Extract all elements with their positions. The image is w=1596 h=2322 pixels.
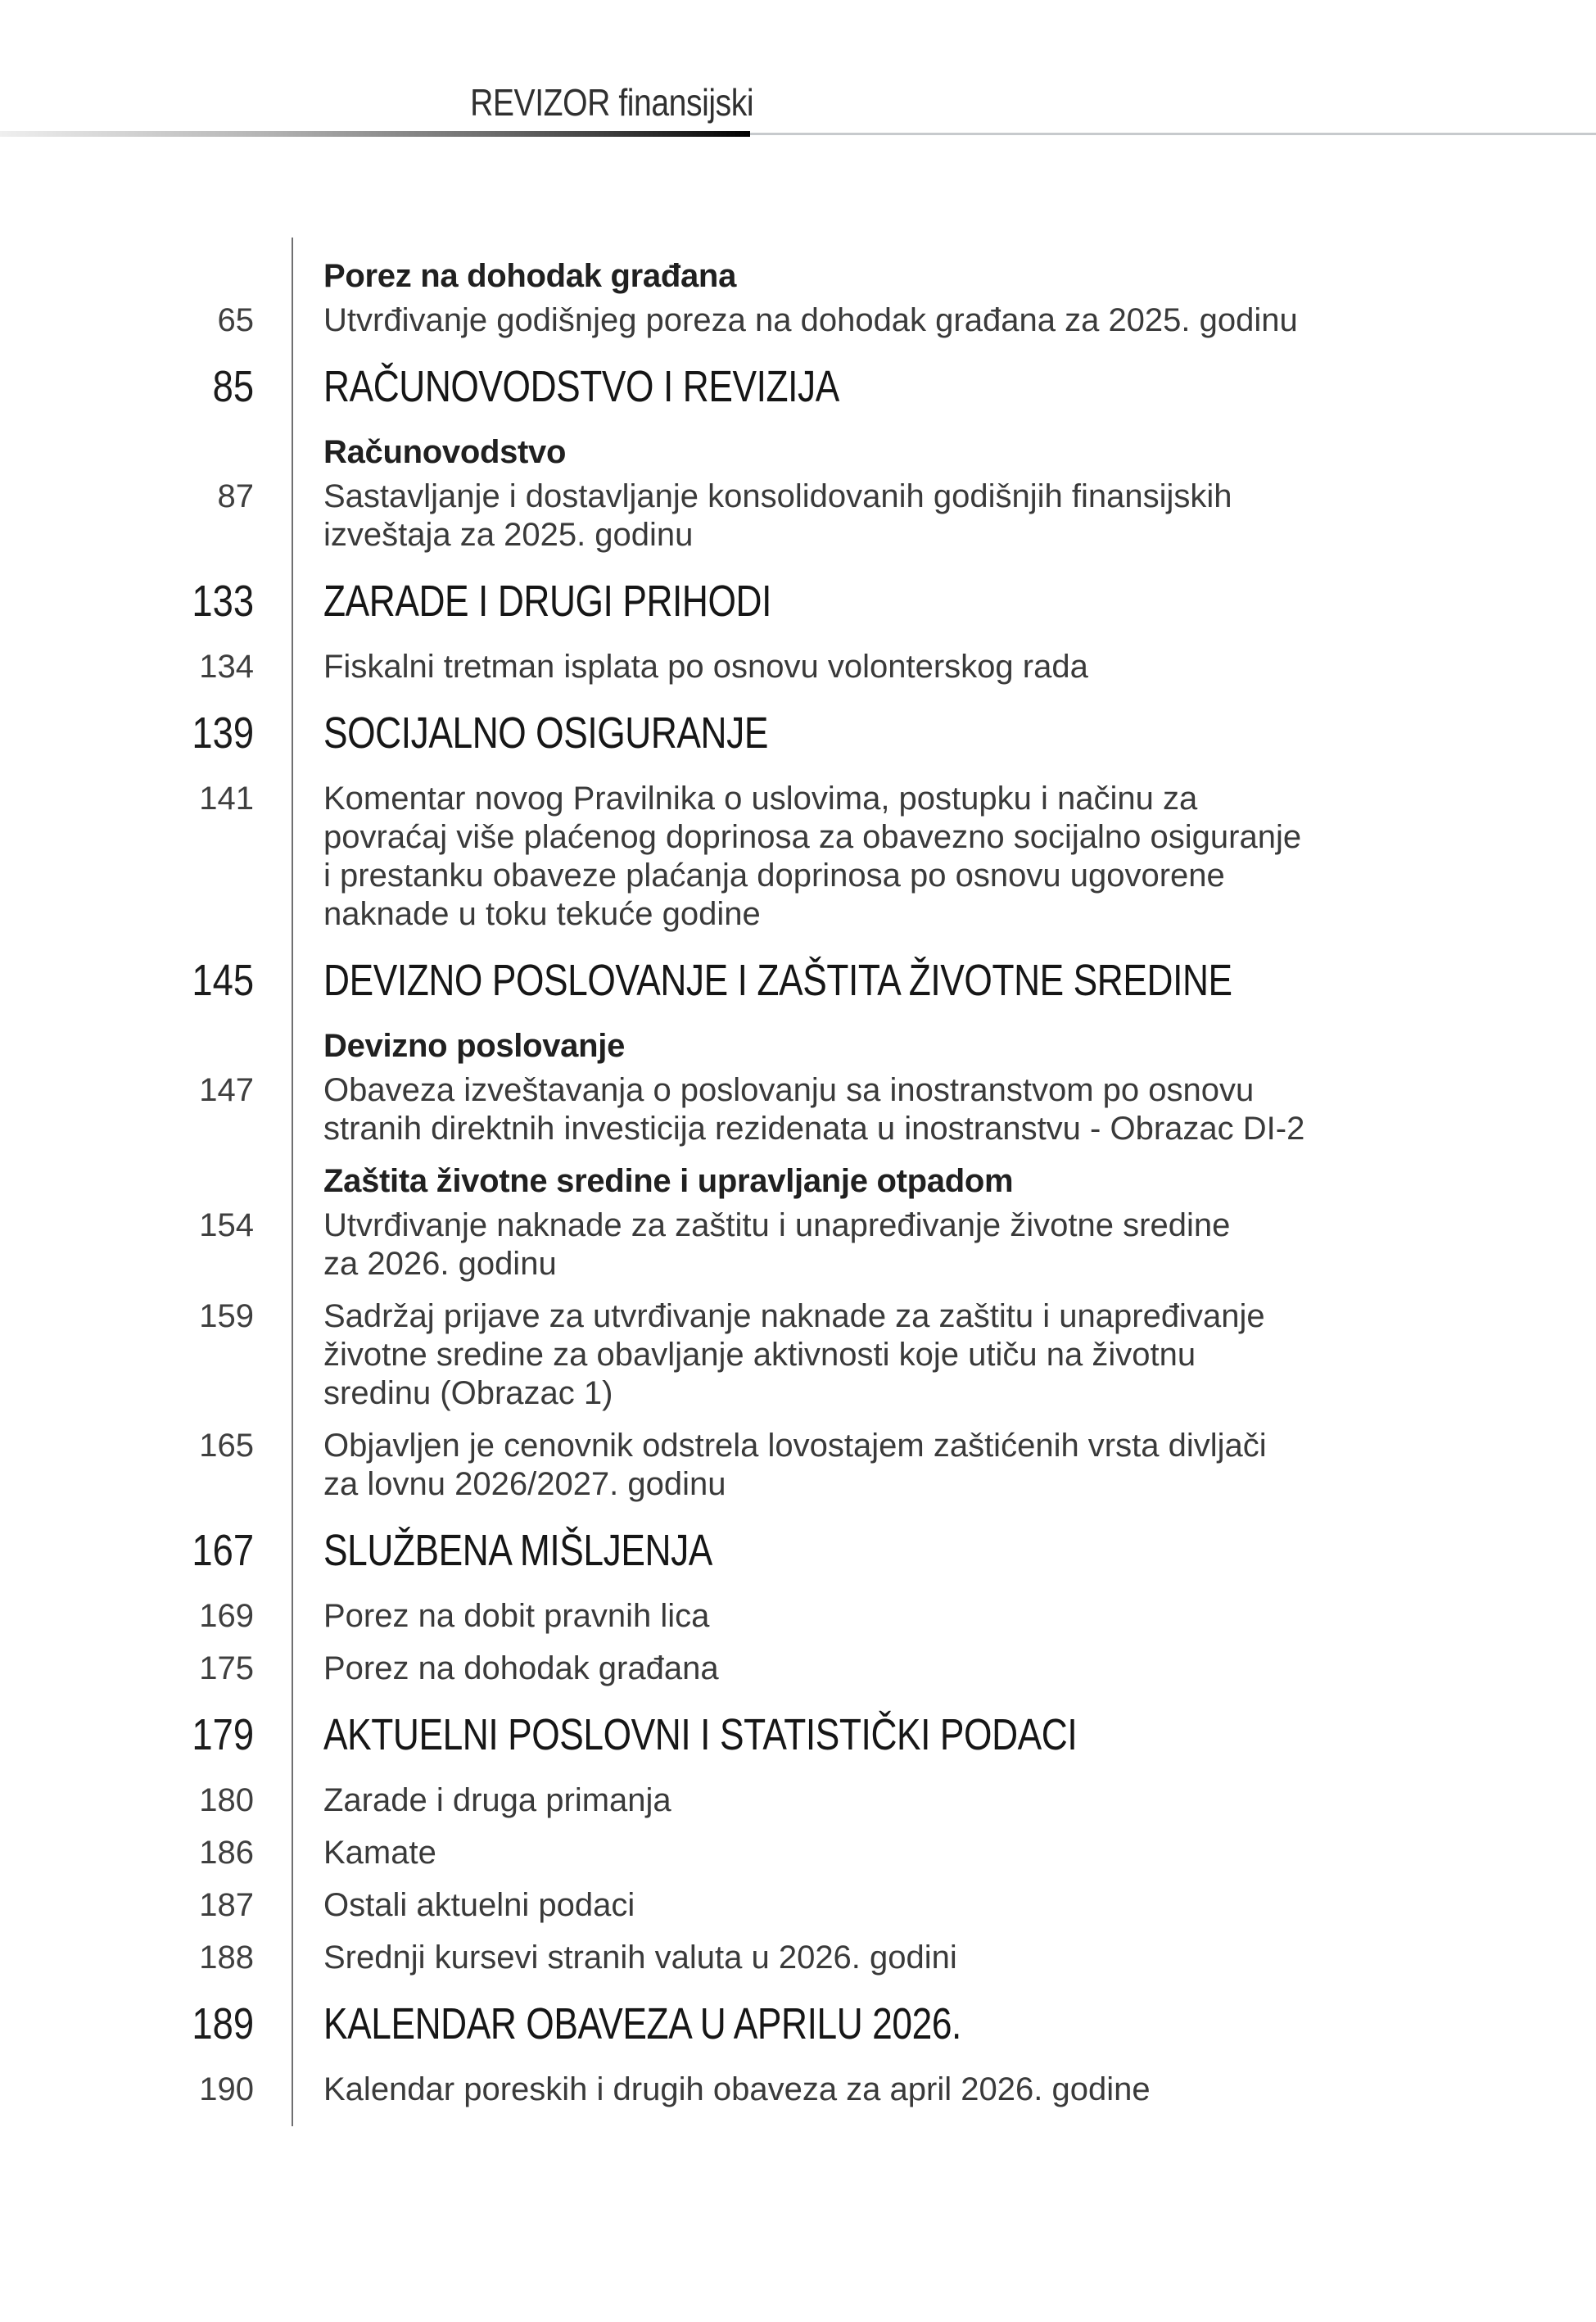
toc-row [0, 1650, 1458, 1688]
page-number: 87 [217, 478, 254, 514]
toc-row [0, 1297, 1458, 1413]
page-number: 169 [199, 1598, 254, 1634]
toc-entry-text: Računovodstvo [323, 434, 567, 470]
toc-entry-text: Kamate [323, 1835, 436, 1871]
toc-row [0, 1939, 1458, 1977]
toc-entry-text: AKTUELNI POSLOVNI I STATISTIČKI PODACI [323, 1710, 1078, 1759]
toc-row [0, 1427, 1458, 1504]
toc-list [0, 246, 1458, 2123]
page-number: 134 [199, 649, 254, 685]
toc-entry-text: Kalendar poreskih i drugih obaveza za april 2026. godine [323, 2071, 1151, 2107]
page-number: 186 [199, 1835, 254, 1871]
toc-entry-text: Ostali aktuelni podaci [323, 1887, 635, 1923]
page-number: 154 [199, 1207, 254, 1243]
page-number: 145 [192, 956, 254, 1005]
toc-row [0, 1206, 1458, 1283]
page-title [0, 82, 753, 123]
toc-row [0, 1027, 1458, 1066]
page-number [0, 1027, 254, 1066]
page-number: 147 [199, 1072, 254, 1108]
toc-entry-text: Sastavljanje i dostavljanje konsolidovanih godišnjih finansijskih izveštaja za 2025. godinu [323, 478, 1232, 553]
page-number: 133 [192, 577, 254, 626]
page-number: 188 [199, 1940, 254, 1976]
page-number: 187 [199, 1887, 254, 1923]
header-gradient-rule [0, 131, 750, 137]
page-number: 159 [199, 1298, 254, 1334]
toc-entry-text: Utvrđivanje naknade za zaštitu i unapređivanje životne sredine za 2026. godinu [323, 1207, 1231, 1282]
page-number [0, 1162, 254, 1201]
toc-entry-text: Devizno poslovanje [323, 1028, 626, 1064]
page-number: 179 [192, 1710, 254, 1759]
page-number: 139 [192, 708, 254, 758]
header-thin-rule [750, 133, 1596, 135]
page-title-text: REVIZOR finansijski [469, 81, 753, 124]
toc-row [0, 1071, 1458, 1148]
page-number: 189 [192, 1999, 254, 2048]
page-number: 190 [199, 2071, 254, 2107]
toc-entry-text: DEVIZNO POSLOVANJE I ZAŠTITA ŽIVOTNE SREDINE [323, 956, 1232, 1005]
toc-row [0, 1597, 1458, 1636]
page-number: 141 [199, 781, 254, 817]
toc-row [0, 257, 1458, 296]
toc-entry-text: ZARADE I DRUGI PRIHODI [323, 577, 771, 626]
toc-entry-text: Zaštita životne sredine i upravljanje otpadom [323, 1163, 1014, 1199]
page-number: 180 [199, 1782, 254, 1818]
toc-row [0, 708, 1458, 758]
toc-row [0, 576, 1458, 627]
toc-row [0, 1781, 1458, 1820]
toc-row [0, 780, 1458, 934]
toc-entry-text: Porez na dobit pravnih lica [323, 1598, 710, 1634]
toc-row [0, 478, 1458, 554]
toc-row [0, 1709, 1458, 1760]
page-number [0, 433, 254, 472]
page-number: 167 [192, 1526, 254, 1575]
toc-entry-text: Srednji kursevi stranih valuta u 2026. godini [323, 1940, 957, 1976]
page-number: 65 [217, 302, 254, 338]
page-number: 175 [199, 1650, 254, 1686]
page-number: 165 [199, 1428, 254, 1464]
toc-entry-text: Obaveza izveštavanja o poslovanju sa inostranstvom po osnovu stranih direktnih investicija rezidenata u inostranstvu - Obrazac DI-2 [323, 1072, 1305, 1147]
toc-row [0, 1834, 1458, 1872]
toc-row [0, 301, 1458, 340]
toc-entry-text: Porez na dohodak građana [323, 1650, 719, 1686]
toc-entry-text: Utvrđivanje godišnjeg poreza na dohodak građana za 2025. godinu [323, 302, 1298, 338]
toc-row [0, 1525, 1458, 1576]
toc-entry-text: Objavljen je cenovnik odstrela lovostajem zaštićenih vrsta divljači za lovnu 2026/2027. godinu [323, 1428, 1267, 1502]
toc-row [0, 1162, 1458, 1201]
toc-row [0, 1998, 1458, 2049]
toc-row [0, 648, 1458, 686]
toc-row [0, 2071, 1458, 2109]
toc-row [0, 955, 1458, 1006]
toc-row [0, 361, 1458, 412]
toc-vertical-rule [292, 238, 293, 2126]
toc-entry-text: RAČUNOVODSTVO I REVIZIJA [323, 362, 839, 411]
toc-entry-text: Sadržaj prijave za utvrđivanje naknade za zaštitu i unapređivanje životne sredine za obavljanje aktivnosti koje utiču na životnu sredinu (Obrazac 1) [323, 1298, 1265, 1411]
toc-row [0, 433, 1458, 472]
toc-row [0, 1886, 1458, 1925]
toc-entry-text: SOCIJALNO OSIGURANJE [323, 708, 768, 758]
page-number: 85 [212, 362, 254, 411]
page-number [0, 257, 254, 296]
toc-entry-text: Komentar novog Pravilnika o uslovima, postupku i načinu za povraćaj više plaćenog doprinosa za obavezno socijalno osiguranje i prestanku obaveze plaćanja doprinosa po osnovu ugovorene naknade u toku tekuće godine [323, 781, 1302, 932]
toc-entry-text: Porez na dohodak građana [323, 258, 737, 294]
toc-entry-text: Zarade i druga primanja [323, 1782, 671, 1818]
toc-entry-text: Fiskalni tretman isplata po osnovu volonterskog rada [323, 649, 1088, 685]
toc-entry-text: KALENDAR OBAVEZA U APRILU 2026. [323, 1999, 961, 2048]
toc-entry-text: SLUŽBENA MIŠLJENJA [323, 1526, 712, 1575]
